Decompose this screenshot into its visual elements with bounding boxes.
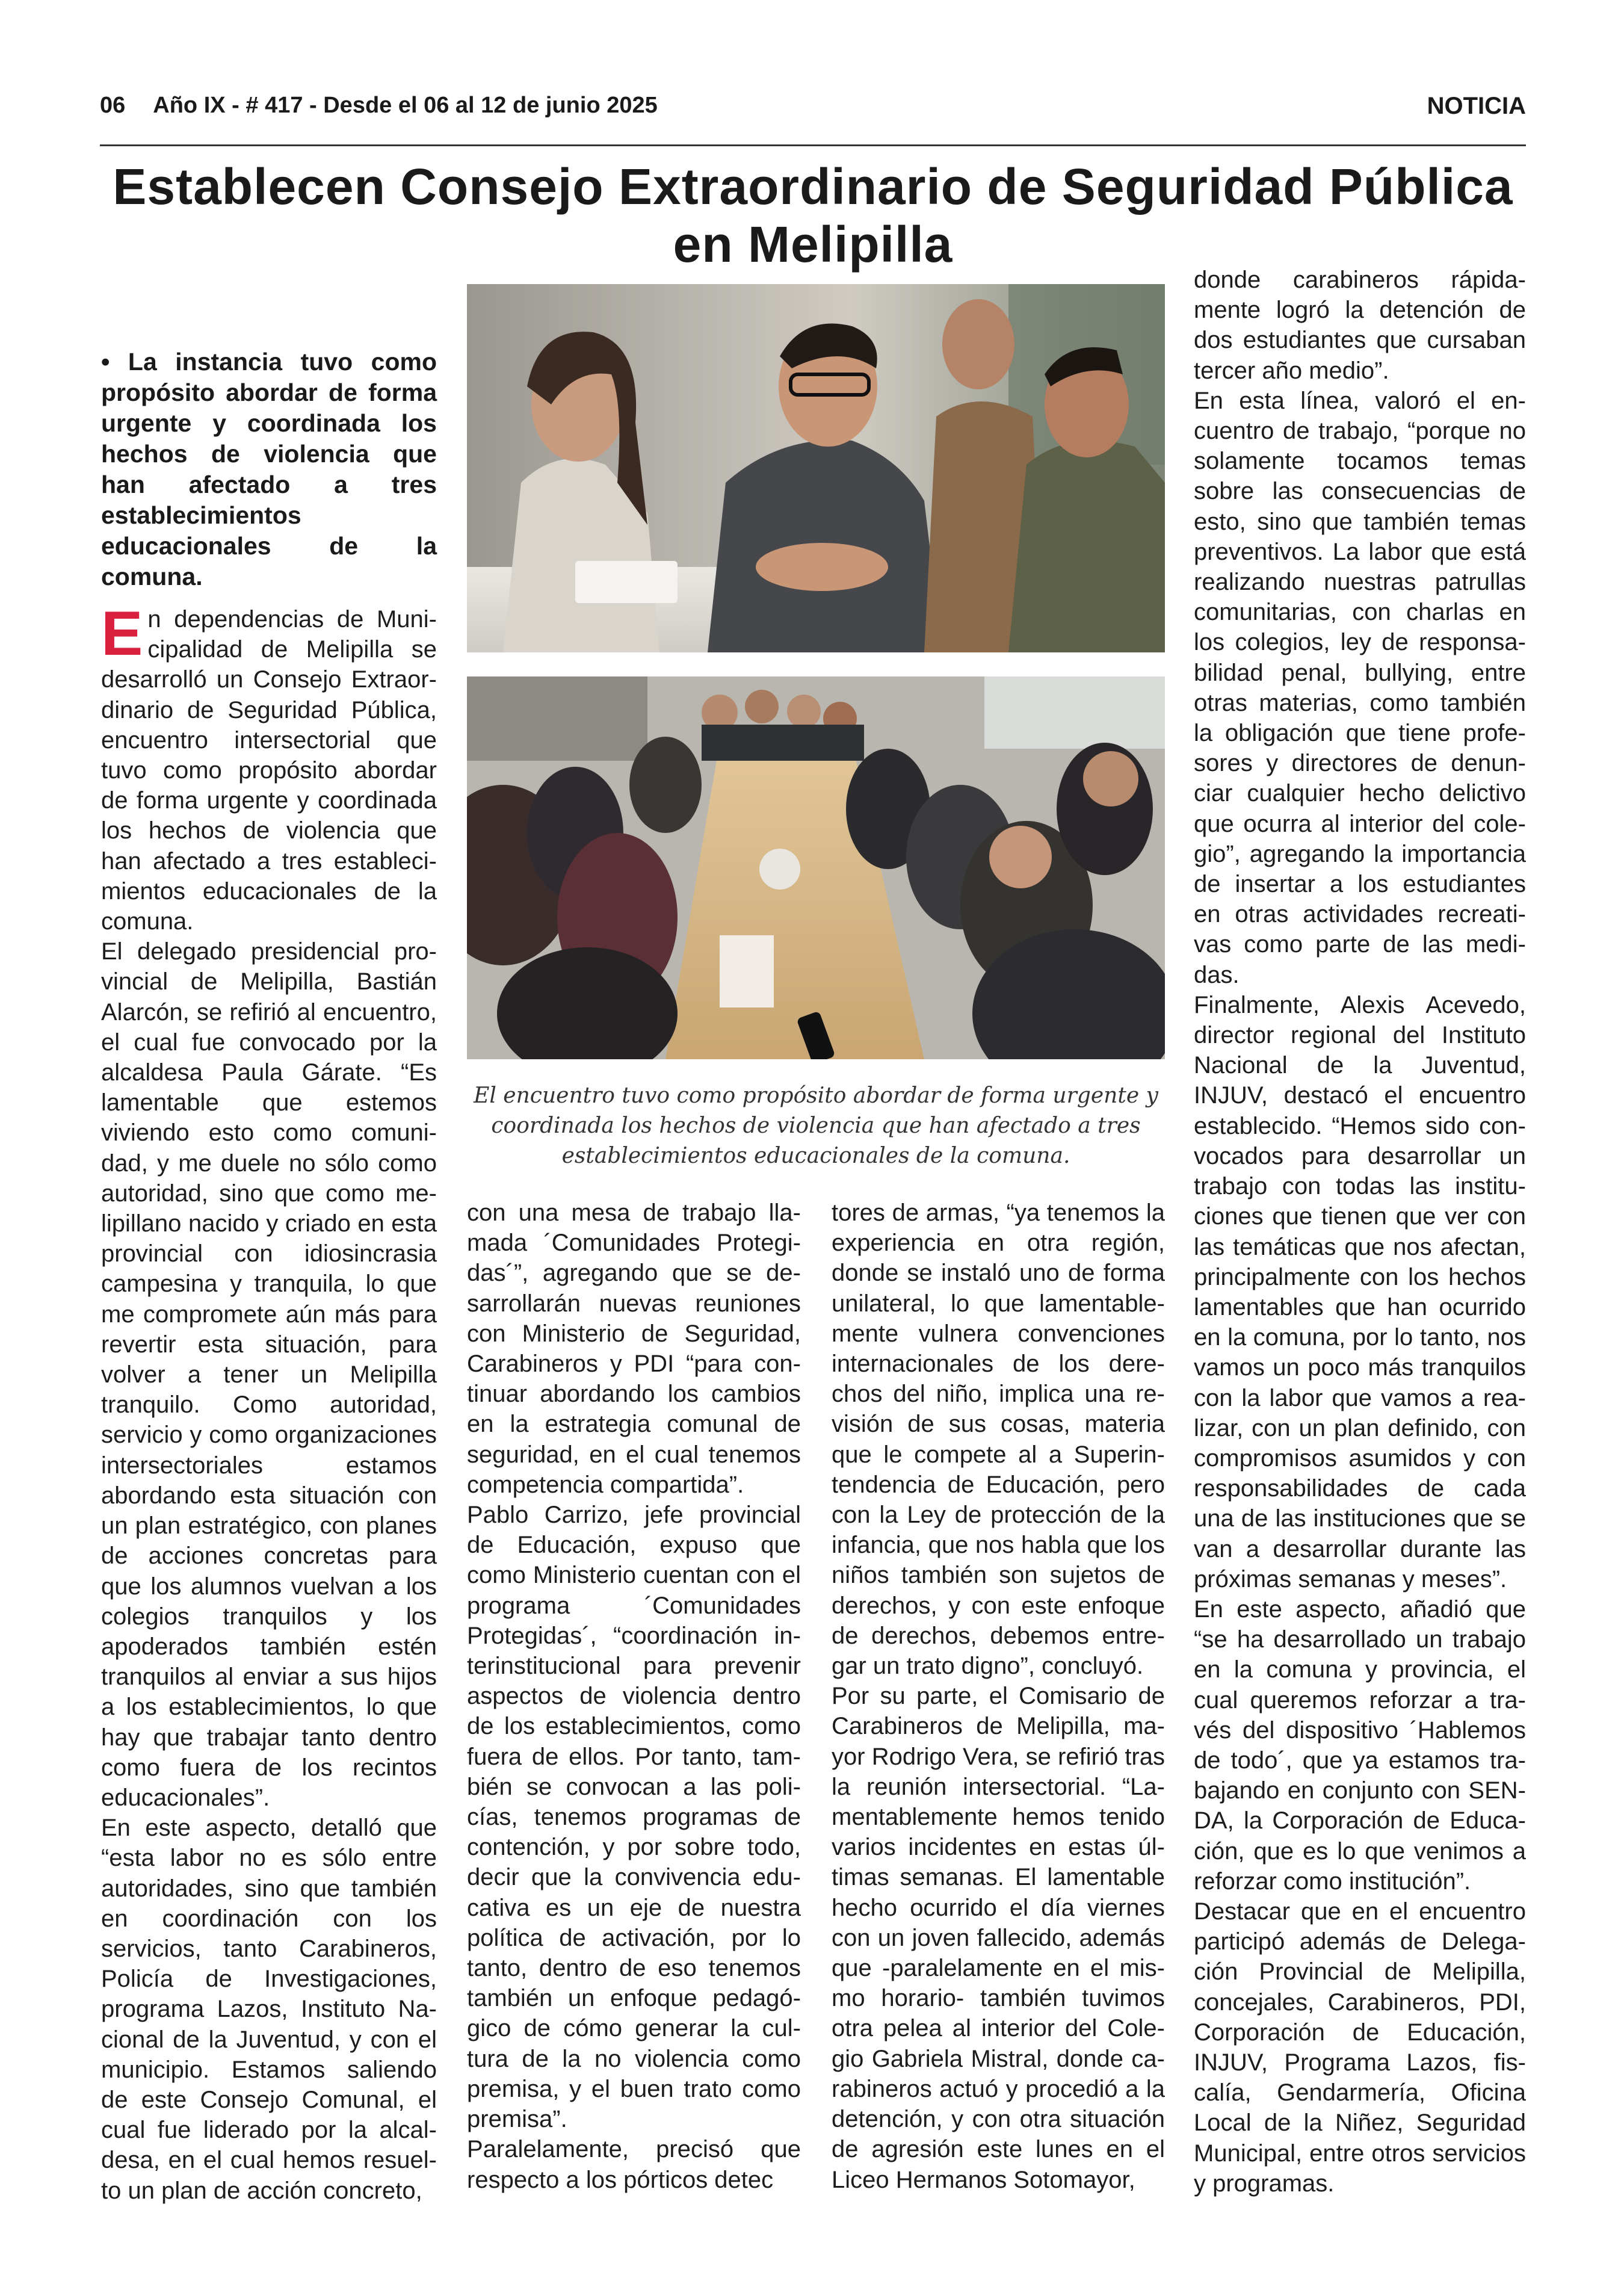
body-paragraph: Destacar que en el encuentro participó además de Delegación Provincial de Melipilla, concejales, Carabineros, PDI, Corporación de Educación, INJUV, Programa Lazos, fiscalía, Gendarmería, Oficina Local de la Niñez, Seguridad Municipal, entre otros servicios y programas. xyxy=(1194,1898,1526,2197)
drop-cap: E xyxy=(101,599,143,669)
photo-meeting-wide xyxy=(467,676,1165,1059)
body-column-3 xyxy=(832,1198,1165,2195)
body-paragraph: Paralelamente, precisó que respecto a los pórticos detec xyxy=(467,2136,801,2193)
body-paragraph: donde carabineros rápidamente logró la detención de dos estudiantes que cursaban tercer año medio”. xyxy=(1194,267,1526,384)
body-paragraph: En este aspecto, añadió que “se ha desarrollado un trabajo en la comuna y provincia, el cual queremos reforzar a través del dispositivo ´Hablemos de todo´, que ya estamos trabajando en conjunto con SENDA, la Corporación de Educación, que es lo que venimos a reforzar como institución”. xyxy=(1194,1596,1526,1895)
page-number: 06 xyxy=(100,93,126,118)
body-paragraph: Finalmente, Alexis Acevedo, director regional del Instituto Nacional de la Juventud, INJUV, destacó el encuentro establecido. “Hemos sido convocados para desarrollar un trabajo con todas las instituciones que tienen que ver con las temáticas que nos afectan, principalmente con los hechos lamentables que han ocurrido en la comuna, por lo tanto, nos vamos un poco más tranquilos con la labor que vamos a realizar, con un plan definido, con compromisos asumidos y con responsabilidades de cada una de las instituciones que se van a desarrollar durante las próximas semanas y meses”. xyxy=(1194,991,1526,1592)
section-label: NOTICIA xyxy=(1427,93,1526,119)
issue-line: Año IX - # 417 - Desde el 06 al 12 de junio 2025 xyxy=(153,93,658,118)
photo-meeting-closeup xyxy=(467,284,1165,652)
article-headline: Establecen Consejo Extraordinario de Seguridad Pública en Melipilla xyxy=(113,158,1513,273)
body-paragraph: En dependencias de Municipalidad de Melipilla se desarrolló un Consejo Extraordinario de Seguridad Pública, encuentro intersectorial que tuvo como propósito abordar de forma urgente y coordinada los hechos de violencia que han afectado a tres establecimientos educacionales de la comuna. xyxy=(101,599,437,935)
body-paragraph: En este aspecto, detalló que “esta labor no es sólo entre autoridades, sino que también en coordinación con los servicios, tanto Carabineros, Policía de Investigaciones, programa Lazos, Instituto Nacional de la Juventud, y con el municipio. Estamos saliendo de este Consejo Comunal, el cual fue liderado por la alcaldesa, en el cual hemos resuelto un plan de acción concreto, xyxy=(101,1815,437,2204)
body-column-1 xyxy=(101,599,437,2206)
photo-meeting-closeup-illustration xyxy=(467,284,1165,652)
page-header xyxy=(100,90,1526,146)
body-paragraph: Pablo Carrizo, jefe provincial de Educación, expuso que como Ministerio cuentan con el programa ´Comunidades Protegidas´, “coordinación interinstitucional para prevenir aspectos de violencia dentro de los establecimientos, como fuera de ellos. Por tanto, también se convocan a las policías, tenemos programas de contención, y por sobre todo, decir que la convivencia educativa es un eje de nuestra política de activación, por lo tanto, dentro de eso tenemos también un enfoque pedagógico de cómo generar la cultura de la no violencia como premisa, y el buen trato como premisa”. xyxy=(467,1502,801,2133)
body-paragraph: En esta línea, valoró el encuentro de trabajo, “porque no solamente tocamos temas sobre las consecuencias de esto, sino que también temas preventivos. La labor que está realizando nuestras patrullas comunitarias, con charlas en los colegios, ley de responsabilidad penal, bullying, entre otras materias, como también la obligación que tiene profesores y directores de denunciar cualquier hecho delictivo que ocurra al interior del colegio”, agregando la importancia de insertar a los estudiantes en otras actividades recreativas como parte de las medidas. xyxy=(1194,387,1526,988)
photo-meeting-wide-illustration xyxy=(467,676,1165,1059)
photo-caption: El encuentro tuvo como propósito abordar de forma urgente y coordinada los hechos de violencia que han afectado a tres establecimientos educacionales de la comuna. xyxy=(474,1083,1158,1168)
lead-bullet: • La instancia tuvo como propósito abordar de forma urgente y coordinada los hechos de violencia que han afectado a tres establecimientos educacionales de la comuna. xyxy=(101,348,437,590)
body-paragraph: con una mesa de trabajo llamada ´Comunidades Protegidas´”, agregando que se desarrollarán nuevas reuniones con Ministerio de Seguridad, Carabineros y PDI “para continuar abordando los cambios en la estrategia comunal de seguridad, en el cual tenemos competencia compartida”. xyxy=(467,1199,801,1498)
body-column-4 xyxy=(1194,265,1526,2199)
body-paragraph: Por su parte, el Comisario de Carabineros de Melipilla, mayor Rodrigo Vera, se refirió tras la reunión intersectorial. “Lamentablemente hemos tenido varios incidentes en estas últimas semanas. El lamentable hecho ocurrido el día viernes con un joven fallecido, además que -paralelamente en el mismo horario- también tuvimos otra pelea al interior del Colegio Gabriela Mistral, donde carabineros actuó y procedió a la detención, y con otra situación de agresión este lunes en el Liceo Hermanos Sotomayor, xyxy=(832,1683,1165,2193)
body-paragraph: tores de armas, “ya tenemos la experiencia en otra región, donde se instaló uno de forma unilateral, lo que lamentablemente vulnera convenciones internacionales de los derechos del niño, implica una revisión de sus cosas, materia que le compete al a Superintendencia de Educación, pero con la Ley de protección de la infancia, que nos habla que los niños también son sujetos de derechos, y con este enfoque de derechos, debemos entregar un trato digno”, concluyó. xyxy=(832,1199,1165,1680)
issue-info xyxy=(100,93,658,119)
body-paragraph: El delegado presidencial provincial de Melipilla, Bastián Alarcón, se refirió al encuentro, el cual fue convocado por la alcaldesa Paula Gárate. “Es lamentable que estemos viviendo esto como comunidad, y me duele no sólo como autoridad, sino que como melipillano nacido y criado en esta provincial con idiosincrasia campesina y tranquila, lo que me compromete aún más para revertir esta situación, para volver a tener un Melipilla tranquilo. Como autoridad, servicio y como organizaciones intersectoriales estamos abordando esta situación con un plan estratégico, con planes de acciones concretas para que los alumnos vuelvan a los colegios tranquilos y los apoderados también estén tranquilos al enviar a sus hijos a los establecimientos, lo que hay que trabajar tanto dentro como fuera de los recintos educacionales”. xyxy=(101,938,437,1811)
body-column-2 xyxy=(467,1198,801,2195)
